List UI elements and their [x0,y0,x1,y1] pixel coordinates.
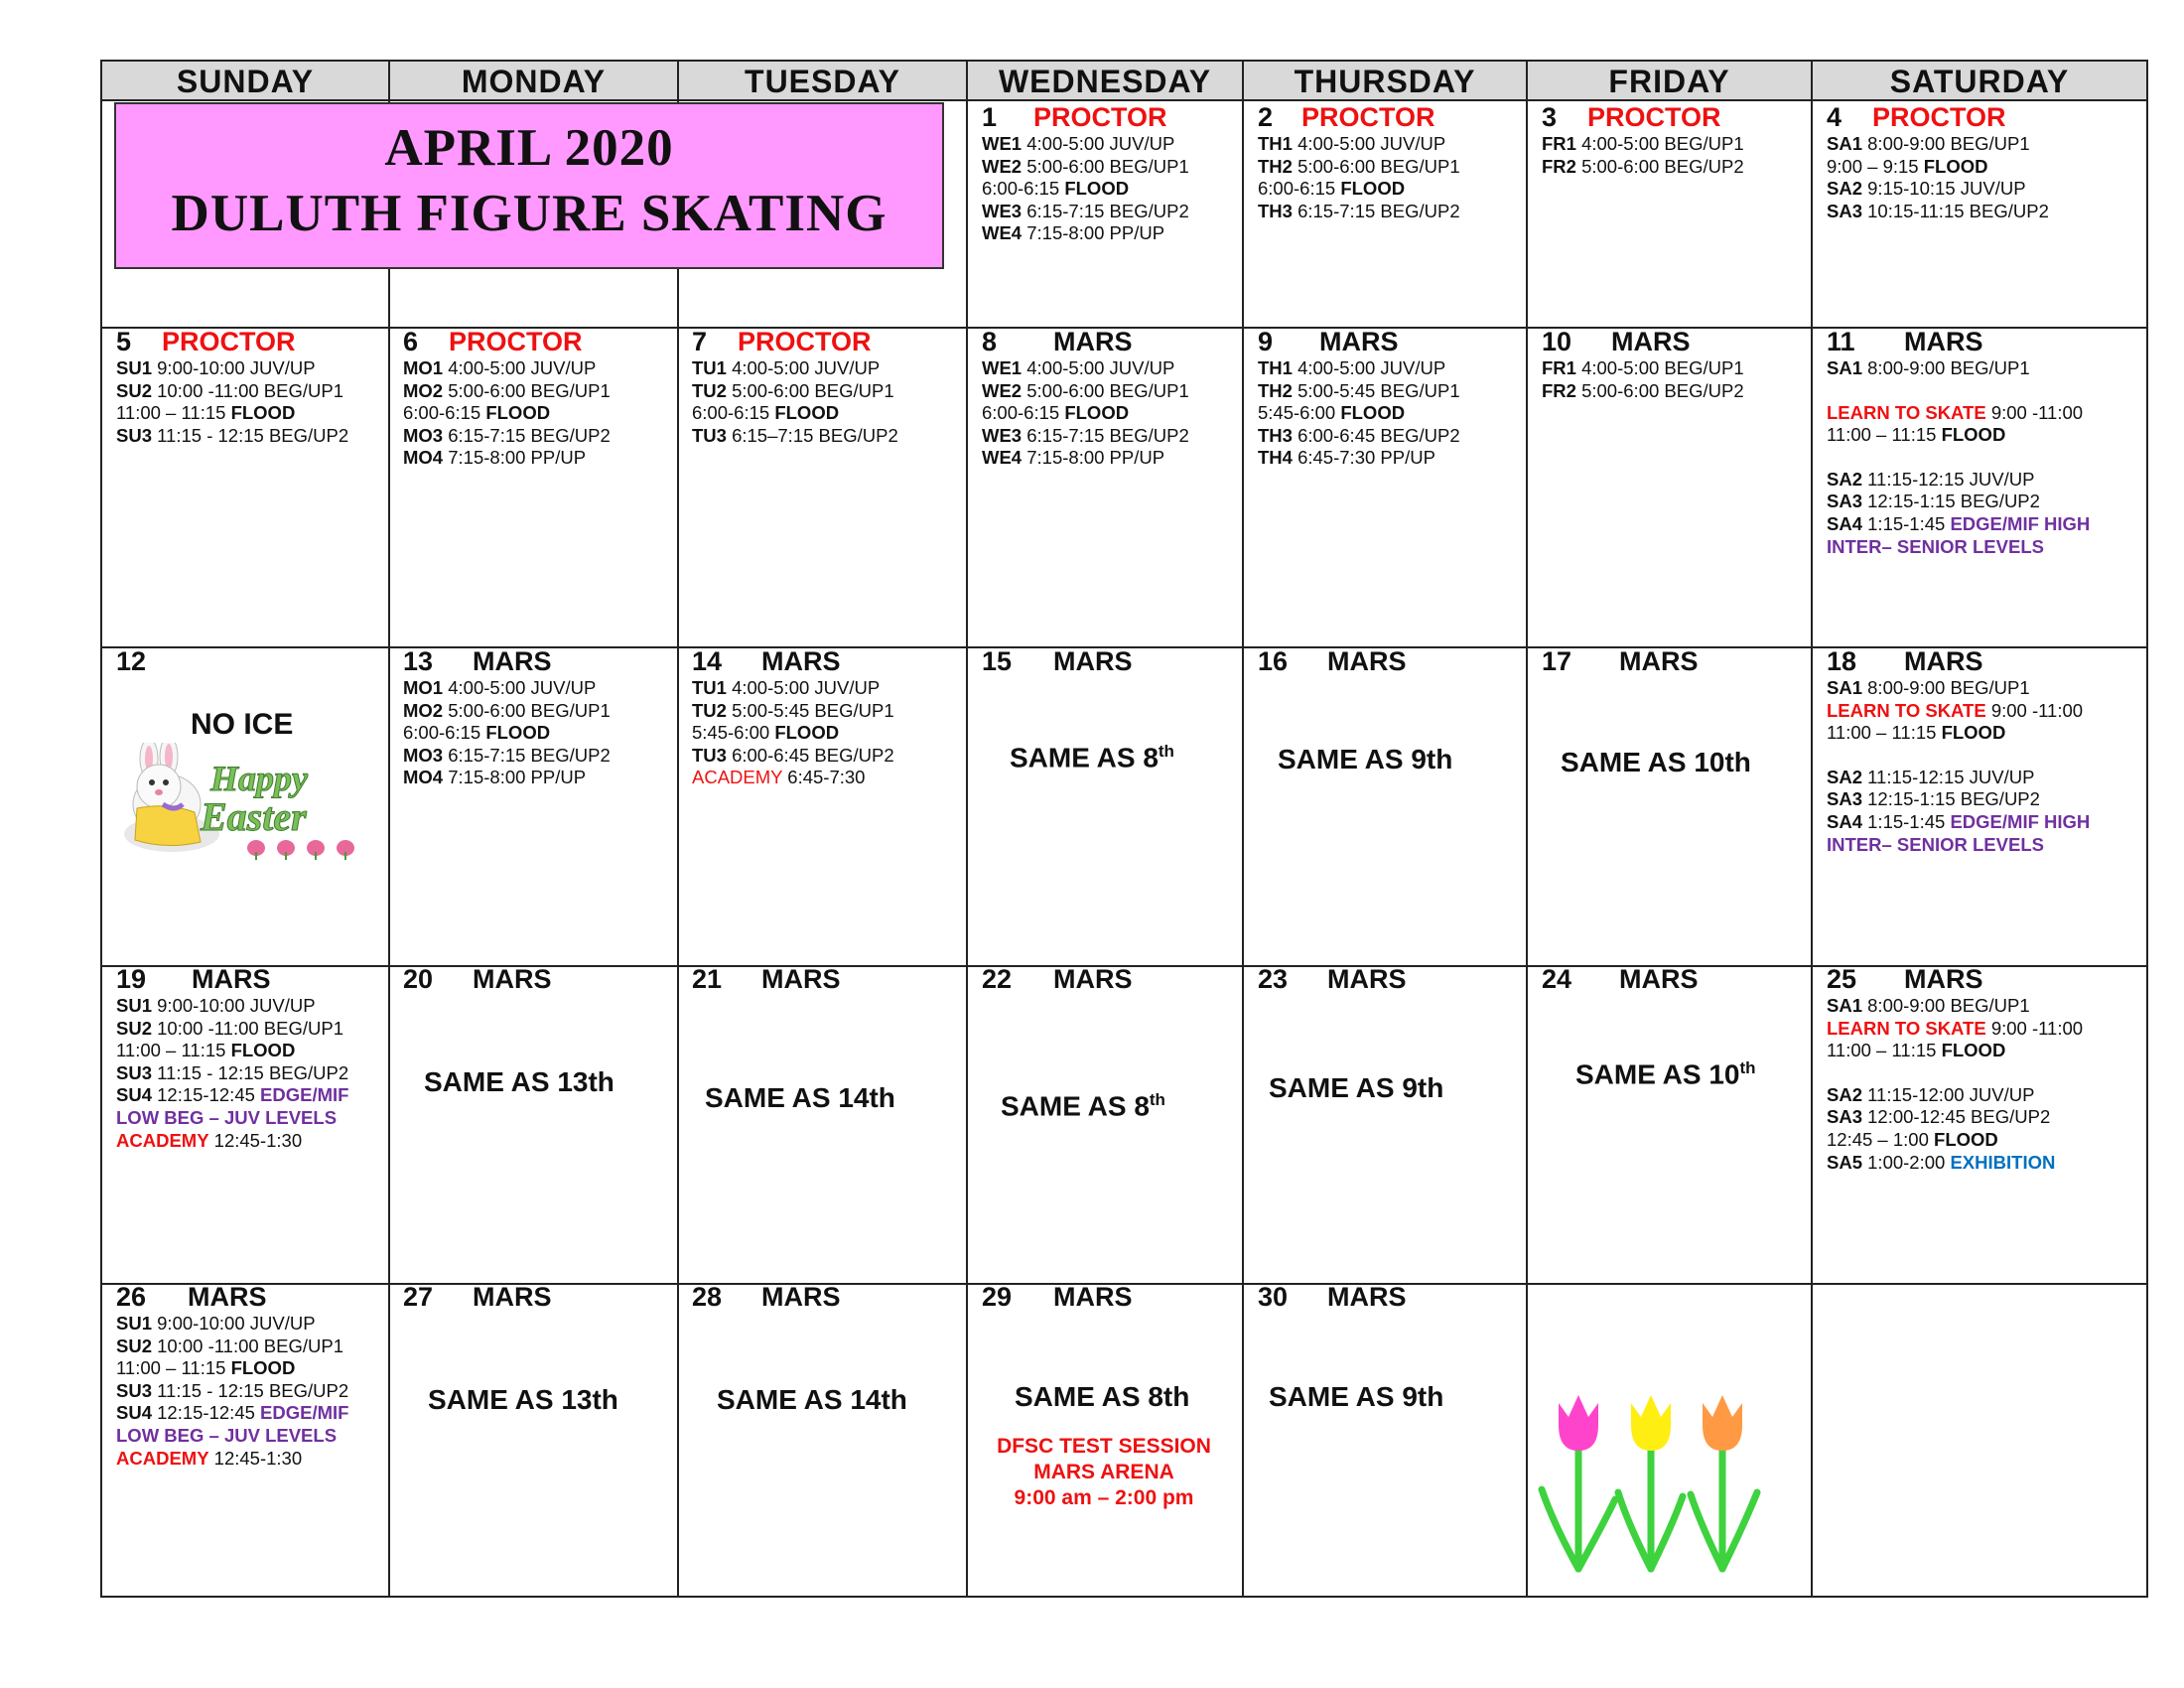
session-line: WE3 6:15-7:15 BEG/UP2 [982,200,1189,221]
session-line: 11:00 – 11:15 FLOOD [1827,722,2006,744]
session-line: SA5 1:00-2:00 EXHIBITION [1827,1151,2056,1173]
rink-name: MARS [1053,646,1133,676]
session-line: LOW BEG – JUV LEVELS [116,1424,338,1446]
session-line: SU3 11:15 - 12:15 BEG/UP2 [116,1379,349,1401]
session-line: TU2 5:00-5:45 BEG/UP1 [692,699,894,721]
day-number: 28 [692,1282,723,1312]
session-line: LOW BEG – JUV LEVELS [116,1106,338,1128]
session-list [692,357,961,447]
day-cell-20 [389,963,672,995]
day-number: 7 [692,327,708,356]
session-line: SA4 1:15-1:45 EDGE/MIF HIGH [1827,512,2091,534]
day-number: 13 [403,646,434,676]
rink-name: MARS [473,1282,552,1312]
day-number: 1 [982,102,998,132]
session-line: FR2 5:00-6:00 BEG/UP2 [1542,155,1744,177]
day-header [116,963,384,995]
session-line: MO4 7:15-8:00 PP/UP [403,447,587,469]
day-header [692,1281,961,1313]
rink-name: MARS [1327,646,1407,676]
day-cell-17 [1528,645,1806,677]
session-line: WE2 5:00-6:00 BEG/UP1 [982,379,1189,401]
calendar-title-month: APRIL 2020 [384,119,674,177]
session-line: 11:00 – 11:15 FLOOD [116,1357,296,1379]
session-line: TU1 4:00-5:00 JUV/UP [692,677,881,698]
session-list [116,357,384,447]
same-as-note: SAME AS 8th [1001,1090,1165,1122]
day-number: 10 [1542,327,1572,356]
rink-name: MARS [192,964,271,994]
day-number: 16 [1258,646,1289,676]
session-line: SA1 8:00-9:00 BEG/UP1 [1827,995,2030,1016]
day-cell-27 [389,1281,672,1313]
day-number: 29 [982,1282,1013,1312]
session-list [1258,133,1522,222]
day-header [1542,101,1806,133]
weekday-header-row [102,62,2146,101]
session-list [1827,133,2140,222]
session-line: SA3 12:15-1:15 BEG/UP2 [1827,788,2040,810]
day-header [692,326,961,357]
session-line: FR2 5:00-6:00 BEG/UP2 [1542,379,1744,401]
rink-name: MARS [1904,327,1983,356]
day-cell-23 [1244,963,1522,995]
rink-name: MARS [188,1282,267,1312]
test-session-title: DFSC TEST SESSION [997,1435,1211,1458]
test-session-note [969,1434,1239,1511]
day-number: 25 [1827,964,1857,994]
session-line: SA1 8:00-9:00 BEG/UP1 [1827,677,2030,698]
session-line: LEARN TO SKATE 9:00 -11:00 [1827,699,2084,721]
tulips-icon [1534,1385,1772,1574]
session-line: TH3 6:00-6:45 BEG/UP2 [1258,424,1460,446]
day-cell-25 [1813,963,2140,1174]
session-line: SU2 10:00 -11:00 BEG/UP1 [116,1017,343,1039]
rink-name: PROCTOR [1033,102,1167,132]
same-as-note: SAME AS 14th [717,1384,907,1415]
day-number: 6 [403,327,419,356]
day-header [1258,1281,1522,1313]
session-line: 11:00 – 11:15 FLOOD [116,402,296,424]
day-header [403,963,672,995]
session-line: 5:45-6:00 FLOOD [692,722,840,744]
day-header [403,326,672,357]
day-header [982,101,1236,133]
session-line: SU1 9:00-10:00 JUV/UP [116,357,316,378]
session-line: WE3 6:15-7:15 BEG/UP2 [982,424,1189,446]
day-cell-6 [389,326,672,470]
rink-name: PROCTOR [1872,102,2006,132]
session-line: SA1 8:00-9:00 BEG/UP1 [1827,133,2030,154]
same-as-note: SAME AS 9th [1269,1381,1444,1412]
day-number: 30 [1258,1282,1289,1312]
session-line: 9:00 – 9:15 FLOOD [1827,155,1988,177]
session-list [1542,133,1806,178]
day-header [116,1281,384,1313]
test-session-location: MARS ARENA [1033,1461,1174,1483]
rink-name: PROCTOR [1587,102,1721,132]
day-number: 8 [982,327,998,356]
rink-name: MARS [473,646,552,676]
day-number: 21 [692,964,723,994]
day-number: 4 [1827,102,1843,132]
session-line: SA3 12:00-12:45 BEG/UP2 [1827,1106,2051,1128]
day-cell-10 [1528,326,1806,402]
calendar-title-club: DULUTH FIGURE SKATING [171,185,887,242]
session-line: SA3 12:15-1:15 BEG/UP2 [1827,491,2040,512]
day-header [1542,645,1806,677]
session-line: 11:00 – 11:15 FLOOD [116,1040,296,1061]
day-header [692,645,961,677]
session-line: WE4 7:15-8:00 PP/UP [982,447,1165,469]
day-cell-21 [678,963,961,995]
session-line: 6:00-6:15 FLOOD [403,402,551,424]
day-cell-28 [678,1281,961,1313]
day-number: 2 [1258,102,1274,132]
session-line: 11:00 – 11:15 FLOOD [1827,1040,2006,1061]
session-line: WE1 4:00-5:00 JUV/UP [982,133,1175,154]
day-cell-15 [968,645,1238,677]
day-header [1827,326,2140,357]
session-line: SU2 10:00 -11:00 BEG/UP1 [116,1335,343,1356]
rink-name: MARS [1611,327,1691,356]
day-header [403,645,672,677]
session-line: SU1 9:00-10:00 JUV/UP [116,995,316,1016]
day-number: 12 [116,646,147,676]
session-line: SA2 11:15-12:00 JUV/UP [1827,1083,2035,1105]
weekday-wednesday: WEDNESDAY [968,62,1244,99]
session-line: TH2 5:00-5:45 BEG/UP1 [1258,379,1460,401]
rink-name: PROCTOR [1301,102,1435,132]
day-number: 24 [1542,964,1572,994]
day-cell-30 [1244,1281,1522,1313]
day-header [1258,963,1522,995]
rink-name: MARS [761,1282,841,1312]
rink-name: MARS [1319,327,1399,356]
same-as-note: SAME AS 10th [1575,1058,1756,1090]
day-cell-18 [1813,645,2140,856]
session-line: MO3 6:15-7:15 BEG/UP2 [403,424,611,446]
session-line: TU2 5:00-6:00 BEG/UP1 [692,379,894,401]
session-line: SU2 10:00 -11:00 BEG/UP1 [116,379,343,401]
day-number: 23 [1258,964,1289,994]
session-line: TU1 4:00-5:00 JUV/UP [692,357,881,378]
session-line: 6:00-6:15 FLOOD [982,402,1130,424]
rink-name: MARS [473,964,552,994]
day-header [1542,963,1806,995]
day-cell-3 [1528,101,1806,178]
same-as-note: SAME AS 8th [1010,742,1174,774]
day-header [692,963,961,995]
day-header [1258,326,1522,357]
day-number: 11 [1827,327,1855,356]
same-as-note: SAME AS 9th [1278,744,1453,774]
rink-name: PROCTOR [162,327,296,356]
session-list [982,133,1236,245]
session-line: WE1 4:00-5:00 JUV/UP [982,357,1175,378]
day-cell-29 [968,1281,1238,1313]
rink-name: MARS [1619,964,1699,994]
day-number: 20 [403,964,434,994]
session-line: SU3 11:15 - 12:15 BEG/UP2 [116,1061,349,1083]
day-cell-14 [678,645,961,789]
same-as-note: SAME AS 14th [705,1082,895,1113]
session-line: SA1 8:00-9:00 BEG/UP1 [1827,357,2030,378]
session-line: SU3 11:15 - 12:15 BEG/UP2 [116,424,349,446]
session-line: SA3 10:15-11:15 BEG/UP2 [1827,200,2049,221]
session-list [692,677,961,767]
session-line: SA2 9:15-10:15 JUV/UP [1827,178,2026,200]
session-list [1258,357,1522,470]
session-list [403,357,672,470]
weekday-tuesday: TUESDAY [679,62,968,99]
no-ice-label: NO ICE [191,708,294,741]
day-cell-11 [1813,326,2140,558]
day-number: 19 [116,964,147,994]
day-number: 5 [116,327,132,356]
day-header [1542,326,1806,357]
day-header [116,326,384,357]
day-cell-13 [389,645,672,789]
session-line: MO2 5:00-6:00 BEG/UP1 [403,379,611,401]
session-line: SU4 12:15-12:45 EDGE/MIF [116,1402,349,1424]
session-line: MO1 4:00-5:00 JUV/UP [403,357,597,378]
day-header [982,963,1238,995]
weekday-monday: MONDAY [390,62,679,99]
day-number: 9 [1258,327,1274,356]
day-number: 18 [1827,646,1857,676]
rink-name: MARS [761,646,841,676]
day-cell-5 [102,326,384,447]
same-as-note: SAME AS 13th [428,1384,618,1415]
day-header [982,1281,1238,1313]
session-line: 6:00-6:15 FLOOD [692,402,840,424]
session-line: 6:00-6:15 FLOOD [982,178,1130,200]
day-cell-16 [1244,645,1522,677]
session-line: TH1 4:00-5:00 JUV/UP [1258,357,1446,378]
session-line: MO2 5:00-6:00 BEG/UP1 [403,699,611,721]
session-line: INTER– SENIOR LEVELS [1827,833,2044,855]
rink-name: MARS [761,964,841,994]
session-line: ACADEMY 12:45-1:30 [116,1447,303,1469]
rink-name: MARS [1619,646,1699,676]
session-line: 6:00-6:15 FLOOD [1258,178,1406,200]
day-cell-22 [968,963,1238,995]
session-list [982,357,1238,470]
day-number: 17 [1542,646,1572,676]
rink-name: MARS [1053,1282,1133,1312]
session-line: 5:45-6:00 FLOOD [1258,402,1406,424]
rink-name: MARS [1904,646,1983,676]
session-line: MO1 4:00-5:00 JUV/UP [403,677,597,698]
session-line: FR1 4:00-5:00 BEG/UP1 [1542,357,1744,378]
same-as-note: SAME AS 10th [1561,747,1751,777]
day-cell-7 [678,326,961,447]
day-number: 15 [982,646,1013,676]
day-cell-4 [1813,101,2140,222]
svg-text:Happy: Happy [210,759,308,798]
test-session-time: 9:00 am – 2:00 pm [1014,1486,1194,1509]
day-cell-26 [102,1281,384,1470]
rink-name: MARS [1053,964,1133,994]
day-cell-1 [968,101,1236,245]
session-line: TU3 6:15–7:15 BEG/UP2 [692,424,898,446]
day-header [982,645,1238,677]
weekday-saturday: SATURDAY [1889,64,2070,99]
rink-name: MARS [1327,964,1407,994]
day-number: 14 [692,646,723,676]
svg-text:Easter: Easter [201,794,307,839]
day-number: 22 [982,964,1013,994]
session-line: SU1 9:00-10:00 JUV/UP [116,1313,316,1334]
rink-name: PROCTOR [449,327,583,356]
weekday-sunday: SUNDAY [102,62,390,99]
session-line: ACADEMY 12:45-1:30 [116,1129,303,1151]
session-line: LEARN TO SKATE 9:00 -11:00 [1827,1017,2084,1039]
session-line: SU4 12:15-12:45 EDGE/MIF [116,1084,349,1106]
session-line: TH4 6:45-7:30 PP/UP [1258,447,1435,469]
session-line: TH2 5:00-6:00 BEG/UP1 [1258,155,1460,177]
session-line: SA4 1:15-1:45 EDGE/MIF HIGH [1827,810,2091,832]
day-header [1827,645,2140,677]
session-line: TU3 6:00-6:45 BEG/UP2 [692,744,894,766]
same-as-note: SAME AS 13th [424,1066,614,1097]
session-line: TH1 4:00-5:00 JUV/UP [1258,133,1446,154]
session-list [403,677,672,789]
session-line: WE2 5:00-6:00 BEG/UP1 [982,155,1189,177]
day-header [982,326,1238,357]
rink-name: MARS [1053,327,1133,356]
day-cell-19 [102,963,384,1152]
day-header [1258,645,1522,677]
session-line: LEARN TO SKATE 9:00 -11:00 [1827,401,2084,423]
day-header [403,1281,672,1313]
session-line: 6:00-6:15 FLOOD [403,722,551,744]
rink-name: PROCTOR [738,327,872,356]
day-header [1258,101,1522,133]
rink-name: MARS [1904,964,1983,994]
session-line: TH3 6:15-7:15 BEG/UP2 [1258,200,1460,221]
session-line: INTER– SENIOR LEVELS [1827,535,2044,557]
session-line: ACADEMY 6:45-7:30 [692,767,866,788]
weekday-thursday: THURSDAY [1244,62,1528,99]
calendar-title-box [114,102,944,269]
session-list [1542,357,1806,402]
session-line: 11:00 – 11:15 FLOOD [1827,424,2006,446]
session-line: SA2 11:15-12:15 JUV/UP [1827,468,2035,490]
day-number: 27 [403,1282,434,1312]
day-header [1827,963,2140,995]
day-header [1827,101,2140,133]
day-cell-24 [1528,963,1806,995]
session-line: MO4 7:15-8:00 PP/UP [403,767,587,788]
session-line: SA2 11:15-12:15 JUV/UP [1827,766,2035,787]
day-cell-9 [1244,326,1522,470]
same-as-note: SAME AS 9th [1269,1072,1444,1103]
session-line: FR1 4:00-5:00 BEG/UP1 [1542,133,1744,154]
session-line: 12:45 – 1:00 FLOOD [1827,1128,1998,1150]
day-cell-8 [968,326,1238,470]
day-cell-2 [1244,101,1522,222]
day-number: 26 [116,1282,147,1312]
session-line: WE4 7:15-8:00 PP/UP [982,222,1165,244]
weekday-friday: FRIDAY [1528,62,1813,99]
day-number: 3 [1542,102,1558,132]
happy-easter-bunny-icon [117,743,383,860]
session-line: MO3 6:15-7:15 BEG/UP2 [403,744,611,766]
same-as-note: SAME AS 8th [1015,1381,1190,1412]
rink-name: MARS [1327,1282,1407,1312]
